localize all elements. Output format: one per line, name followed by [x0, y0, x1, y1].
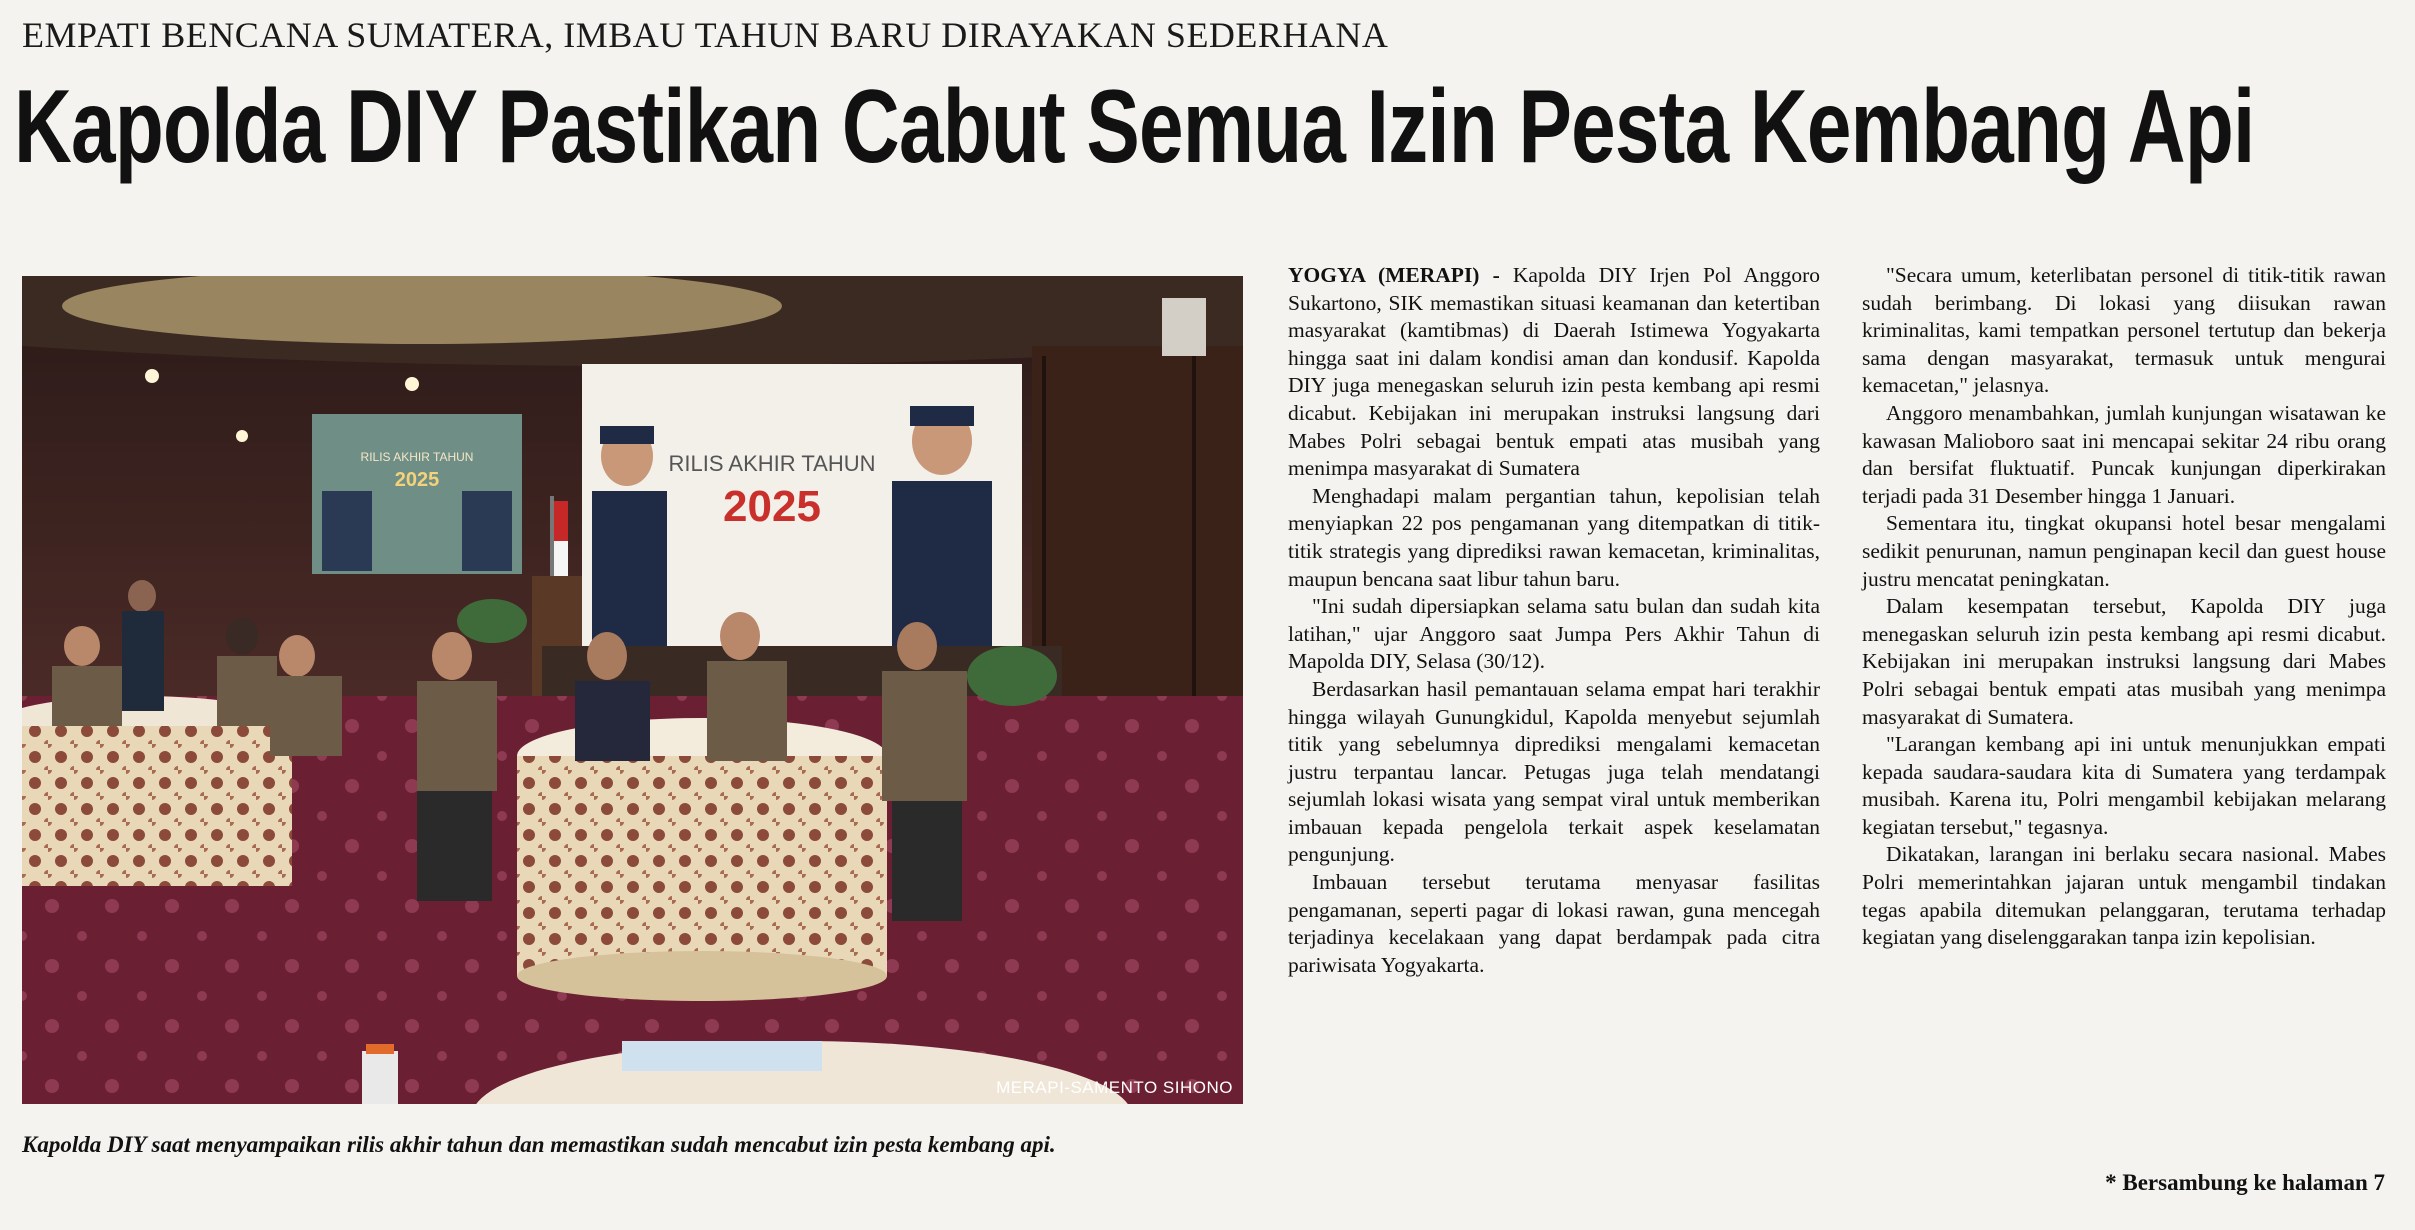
article-paragraph: Anggoro menambahkan, jumlah kunjungan wisatawan ke kawasan Malioboro saat ini mencapai sekitar 24 ribu orang dan bersifat fluktuatif. Puncak kunjungan diperkirakan terjadi pada 31 Desember hingga 1 Januari. — [1862, 400, 2386, 508]
continued-note: * Bersambung ke halaman 7 — [2105, 1170, 2385, 1195]
article-paragraph: Dikatakan, larangan ini berlaku secara nasional. Mabes Polri memerintahkan jajaran untuk mengambil tindakan tegas apabila ditemukan pelanggaran, terutama terhadap kegiatan yang diselenggarakan tanpa izin kepolisian. — [1862, 842, 2386, 950]
article-paragraph: Menghadapi malam pergantian tahun, kepolisian telah menyiapkan 22 pos pengamanan yang ditempatkan di titik-titik strategis yang diprediksi rawan kemacetan, kriminalitas, maupun bencana saat libur tahun baru. — [1288, 483, 1820, 591]
photo-credit: MERAPI-SAMENTO SIHONO — [996, 1078, 1233, 1097]
article-paragraph: Sementara itu, tingkat okupansi hotel besar mengalami sedikit penurunan, namun penginapan kecil dan guest house justru mencatat peningkatan. — [1862, 511, 2386, 591]
kicker: EMPATI BENCANA SUMATERA, IMBAU TAHUN BARU DIRAYAKAN SEDERHANA — [22, 15, 1389, 55]
article-column-2 — [1862, 262, 2386, 952]
article-paragraph: Dalam kesempatan tersebut, Kapolda DIY juga menegaskan seluruh izin pesta kembang api resmi dicabut. Kebijakan ini merupakan instruksi langsung dari Mabes Polri sebagai bentuk empati atas musibah yang menimpa masyarakat di Sumatera. — [1862, 594, 2386, 729]
article-paragraph — [1288, 262, 1820, 483]
screen-year: 2025 — [723, 482, 821, 531]
small-screen-year: 2025 — [394, 469, 440, 491]
article-paragraph: "Larangan kembang api ini untuk menunjukkan empati kepada saudara-saudara kita di Sumatera yang terdampak musibah. Karena itu, Polri mengambil kebijakan melarang kegiatan tersebut," tegasnya. — [1862, 732, 2386, 839]
article-paragraph: Imbauan tersebut terutama menyasar fasilitas pengamanan, seperti pagar di lokasi rawan, guna mencegah terjadinya kecelakaan yang dapat berdampak pada citra pariwisata Yogyakarta. — [1288, 870, 1820, 977]
screen-title: RILIS AKHIR TAHUN — [668, 451, 876, 476]
headline: Kapolda DIY Pastikan Cabut Semua Izin Pesta Kembang Api — [14, 69, 2255, 185]
article-column-1 — [1288, 262, 1820, 979]
paragraph-text: Kapolda DIY Irjen Pol Anggoro Sukartono, SIK memastikan situasi keamanan dan ketertiban masyarakat (kamtibmas) di Daerah Istimewa Yogyakarta hingga saat ini dalam kondisi aman dan kondusif. Kapolda DIY juga menegaskan seluruh izin pesta kembang api resmi dicabut. Kebijakan ini merupakan instruksi langsung dari Mabes Polri sebagai bentuk empati atas musibah yang menimpa masyarakat di Sumatera — [1288, 263, 1820, 481]
photo-caption: Kapolda DIY saat menyampaikan rilis akhir tahun dan memastikan sudah mencabut izin pesta kembang api. — [22, 1132, 1056, 1157]
dateline: YOGYA (MERAPI) - — [1288, 263, 1500, 287]
article-paragraph: "Secara umum, keterlibatan personel di titik-titik rawan sudah berimbang. Di lokasi yang diisukan rawan kriminalitas, kami tempatkan personel tertutup dan bekerja sama dengan masyarakat, termasuk untuk mengurai kemacetan," jelasnya. — [1862, 263, 2386, 398]
article-paragraph: Berdasarkan hasil pemantauan selama empat hari terakhir hingga wilayah Gunungkidul, Kapolda menyebut sejumlah titik yang sebelumnya diprediksi mengalami kemacetan justru terpantau lancar. Petugas juga telah mendatangi sejumlah lokasi wisata yang sempat viral untuk memberikan imbauan kepada pengelola terkait aspek keselamatan pengunjung. — [1288, 676, 1820, 867]
article-paragraph: "Ini sudah dipersiapkan selama satu bulan dan sudah kita latihan," ujar Anggoro saat Jumpa Pers Akhir Tahun di Mapolda DIY, Selasa (30/12). — [1288, 594, 1820, 674]
press-conference-photo — [22, 276, 1243, 1104]
small-screen-title: RILIS AKHIR TAHUN — [360, 450, 474, 464]
